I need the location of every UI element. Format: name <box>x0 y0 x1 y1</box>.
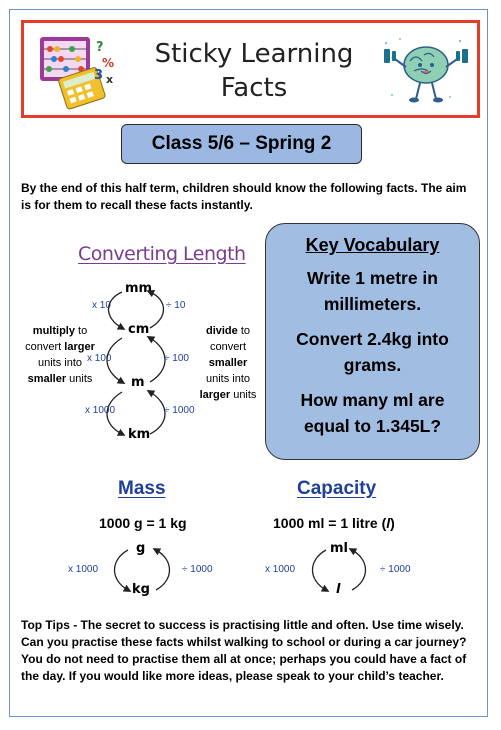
intro-text: By the end of this half term, children should know the following facts. The aim is for them to recall these facts instantly. <box>21 181 467 212</box>
unit-mm: mm <box>125 281 153 296</box>
factor-multiply-10: x 10 <box>92 300 111 311</box>
divide-note-w6: larger <box>199 389 231 401</box>
abacus-calculator-icon <box>36 33 122 109</box>
factor-multiply-100: x 100 <box>87 353 112 364</box>
mass-unit-kg: kg <box>132 582 150 597</box>
multiply-note-w3: convert <box>25 341 65 353</box>
divide-note <box>193 323 263 403</box>
capacity-equation <box>273 515 395 531</box>
capacity-unit-ml: ml <box>330 541 349 556</box>
unit-m: m <box>131 375 145 390</box>
top-tips-text: - The secret to success is practising little and often. Use time wisely. Can you practise these facts whilst walking to school or during a car journey? You do not need to practise them all at once; perhaps you could have a fact of the day. If you would like more ideas, please speak to your child’s teacher. <box>21 618 467 683</box>
divide-note-w3: convert <box>209 341 247 353</box>
factor-divide-10: ÷ 10 <box>166 300 186 311</box>
multiply-note-w2: to <box>74 325 88 337</box>
svg-text:%: % <box>102 56 115 70</box>
unit-km: km <box>128 427 151 442</box>
capacity-equation-litre-symbol: l <box>386 515 391 531</box>
top-tips-label: Top Tips <box>21 618 70 632</box>
multiply-note-w4: larger <box>64 341 95 353</box>
capacity-divide: ÷ 1000 <box>380 564 411 575</box>
header-banner <box>21 20 480 118</box>
mass-multiply: x 1000 <box>68 564 99 575</box>
mass-title: Mass <box>118 478 166 499</box>
header-title-line1: Sticky Learning <box>154 39 354 69</box>
vocab-item: How many ml are equal to 1.345L? <box>300 390 445 436</box>
capacity-title: Capacity <box>297 478 377 499</box>
divide-note-w4: smaller <box>208 357 248 369</box>
top-tips <box>21 617 479 685</box>
mass-unit-g: g <box>136 541 146 556</box>
multiply-note <box>24 323 96 387</box>
factor-multiply-1000: x 1000 <box>85 405 116 416</box>
vocab-item: Write 1 metre in millimeters. <box>307 268 438 314</box>
factor-divide-100: ÷ 100 <box>164 353 189 364</box>
unit-cm: cm <box>128 322 150 337</box>
header-title-line2: Facts <box>220 73 288 103</box>
multiply-note-w6: smaller <box>27 373 67 385</box>
divide-note-w7: units <box>230 389 257 401</box>
divide-note-w5: units into <box>205 373 251 385</box>
converting-length-title: Converting Length <box>78 243 246 265</box>
svg-text:x: x <box>106 73 114 86</box>
multiply-note-w1: multiply <box>32 325 75 337</box>
brain-dumbbell-icon <box>380 33 472 109</box>
capacity-multiply: x 1000 <box>265 564 296 575</box>
mass-equation: 1000 g = 1 kg <box>99 515 187 531</box>
divide-note-w1: divide <box>205 325 238 337</box>
svg-text:?: ? <box>96 40 104 55</box>
key-vocabulary-box <box>265 223 480 460</box>
key-vocabulary-heading: Key Vocabulary <box>305 235 440 255</box>
multiply-note-w7: units <box>66 373 93 385</box>
svg-text:3: 3 <box>94 68 104 83</box>
header-title <box>154 37 354 105</box>
multiply-note-w5: units into <box>37 357 83 369</box>
class-label: Class 5/6 – Spring 2 <box>121 124 362 164</box>
factor-divide-1000: ÷ 1000 <box>164 405 195 416</box>
capacity-unit-l: l <box>336 582 341 597</box>
capacity-equation-suffix: ) <box>390 515 395 531</box>
vocab-item: Convert 2.4kg into grams. <box>296 329 449 375</box>
capacity-equation-prefix: 1000 ml = 1 litre ( <box>273 515 387 531</box>
divide-note-w2: to <box>237 325 251 337</box>
mass-divide: ÷ 1000 <box>182 564 213 575</box>
